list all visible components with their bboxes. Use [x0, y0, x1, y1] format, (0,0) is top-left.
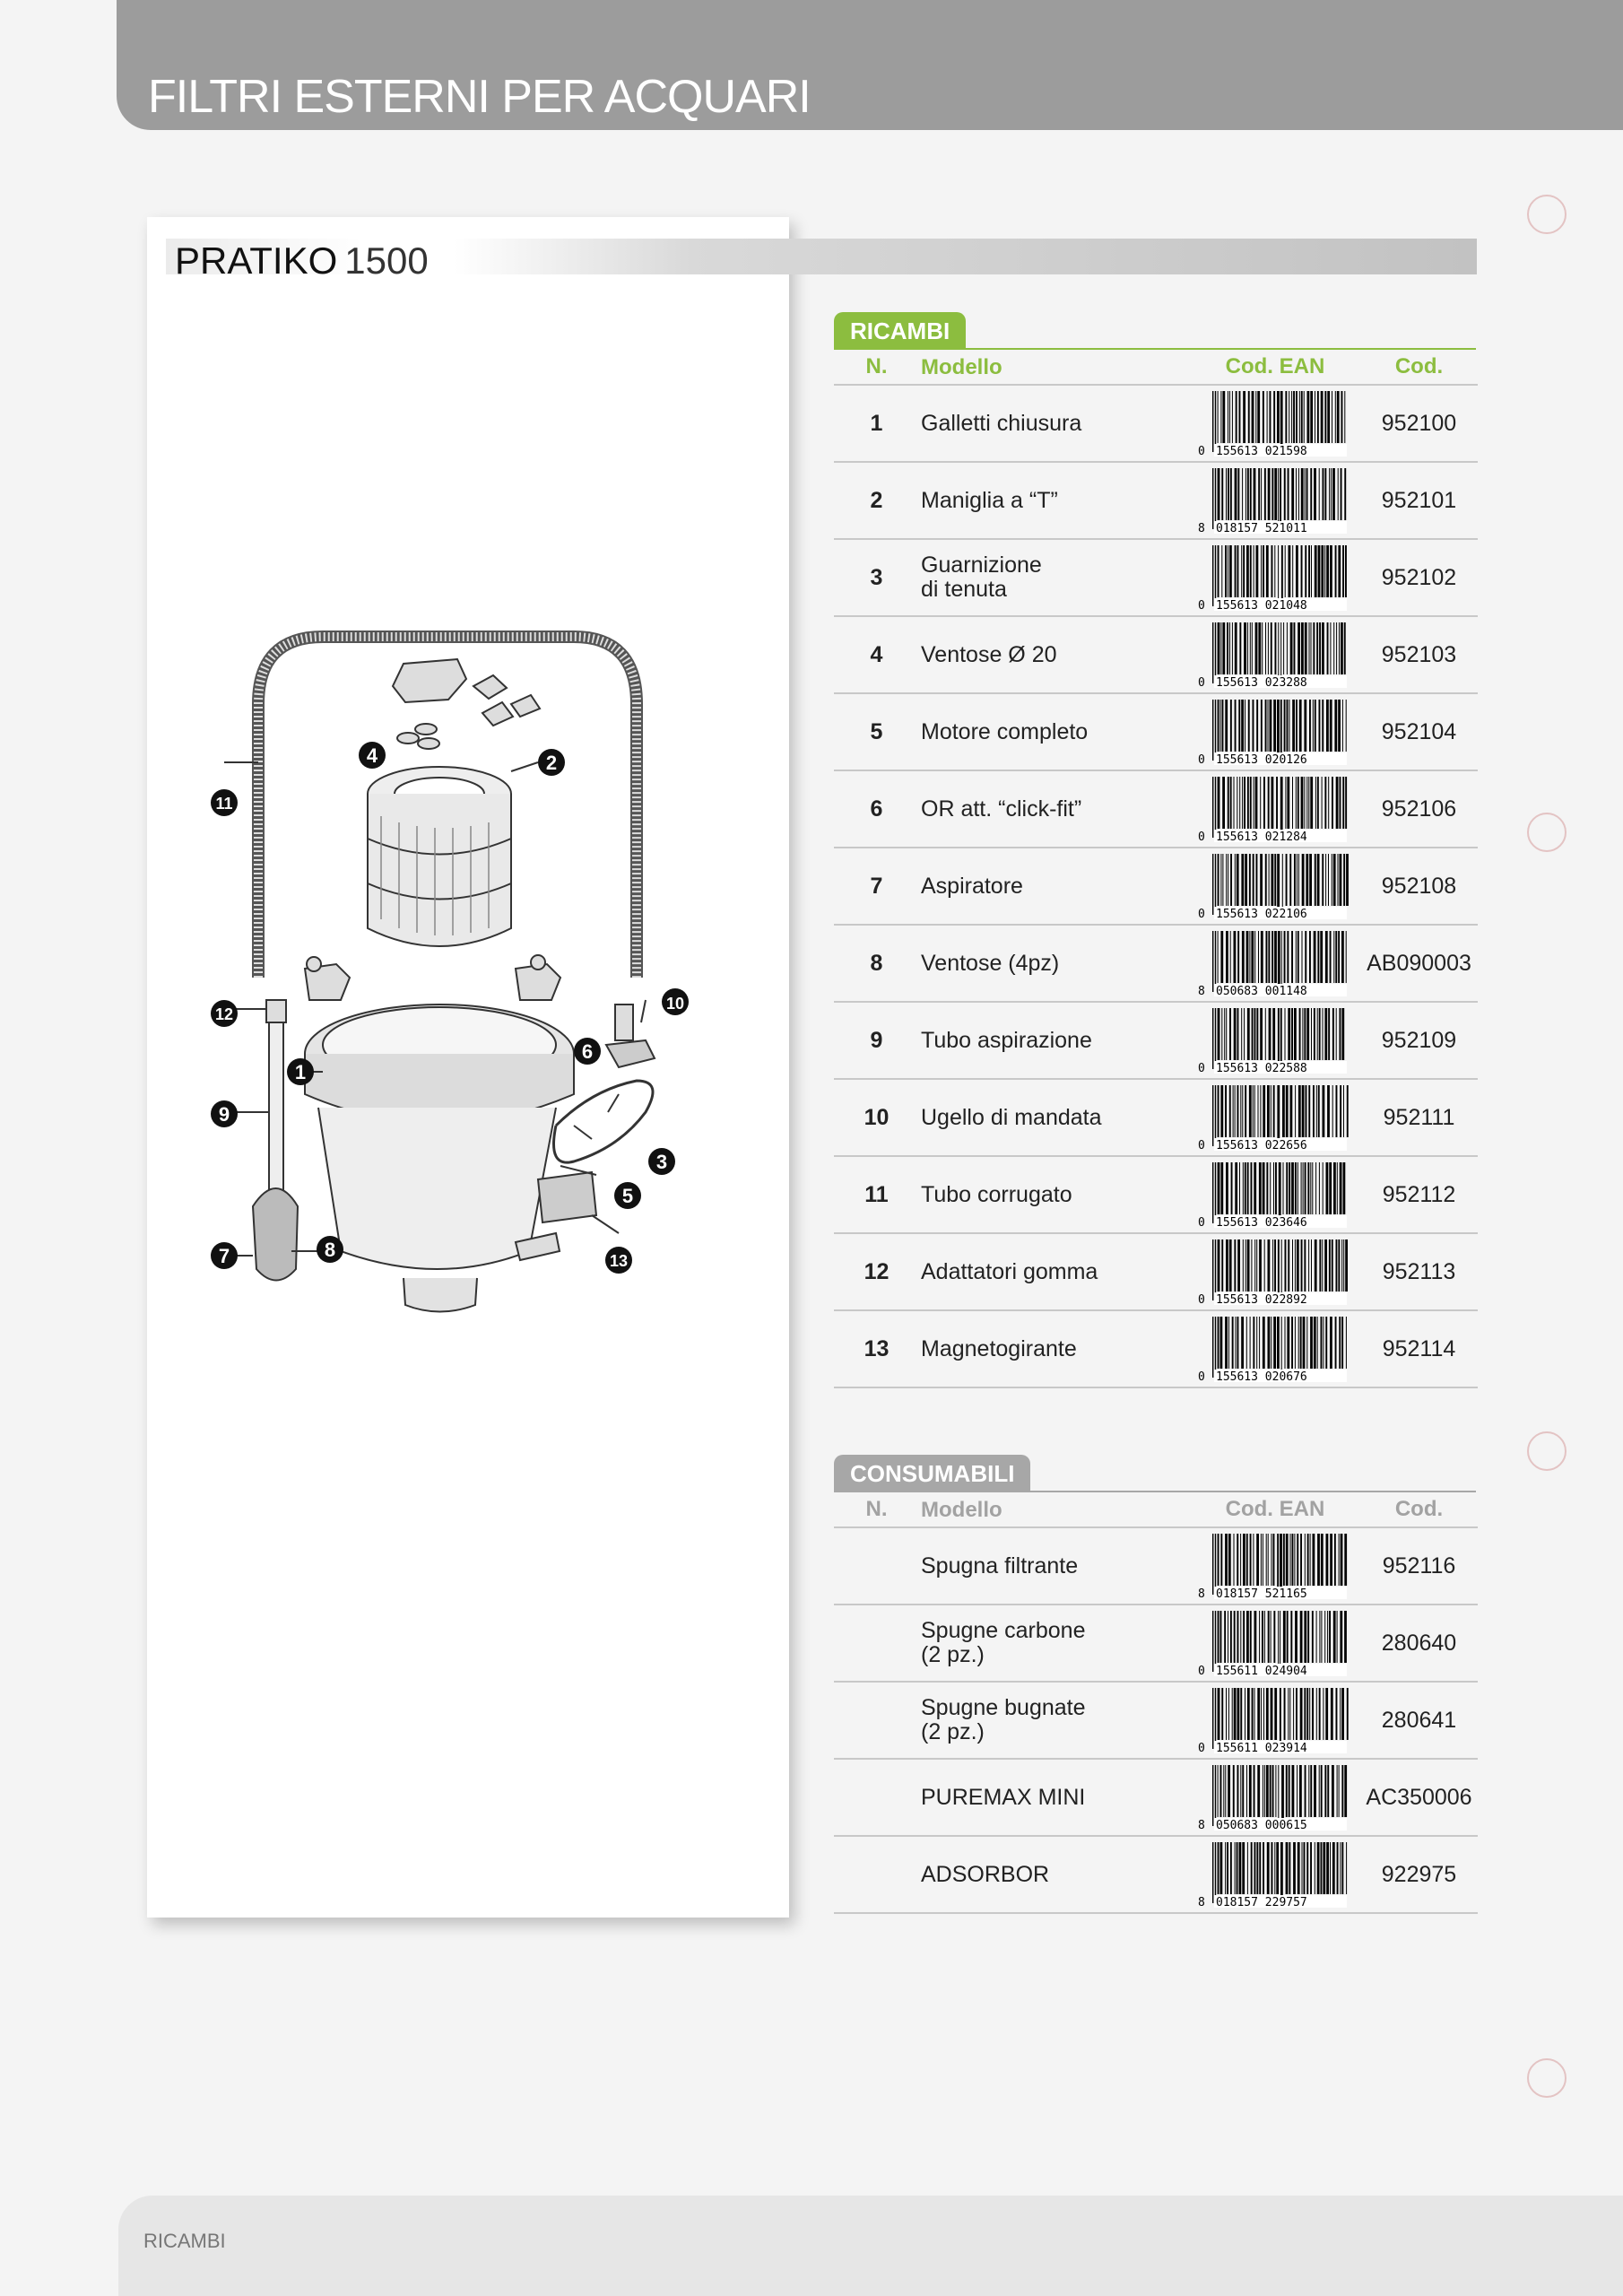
part-model: OR att. “click-fit” — [919, 770, 1190, 848]
callout-9 — [211, 1100, 238, 1127]
part-ean — [1190, 1233, 1360, 1310]
callout-4 — [359, 742, 386, 769]
part-model: Spugna filtrante — [919, 1527, 1190, 1605]
part-model: Motore completo — [919, 693, 1190, 770]
barcode — [1196, 1006, 1354, 1074]
barcode-digits: 155613 023646 — [1216, 1216, 1307, 1229]
part-number: 13 — [834, 1310, 919, 1387]
barcode-digits: 155613 022656 — [1216, 1139, 1307, 1152]
part-code: 952100 — [1360, 385, 1478, 462]
svg-text:5: 5 — [621, 1185, 634, 1207]
barcode-digits: 0 — [1198, 753, 1205, 766]
barcode-digits: 8 — [1198, 985, 1205, 997]
barcode — [1196, 389, 1354, 457]
barcode-digits: 8 — [1198, 1819, 1205, 1831]
barcode-digits: 0 — [1198, 1139, 1205, 1152]
part-code: AC350006 — [1360, 1759, 1478, 1836]
part-ean — [1190, 1605, 1360, 1682]
table-header-row — [834, 350, 1478, 385]
part-model: Galletti chiusura — [919, 385, 1190, 462]
part-number — [834, 1682, 919, 1759]
barcode-digits: 155613 020126 — [1216, 753, 1307, 766]
part-model: Spugne bugnate (2 pz.) — [919, 1682, 1190, 1759]
barcode — [1196, 1532, 1354, 1600]
table-row — [834, 848, 1478, 925]
part-model: Magnetogirante — [919, 1310, 1190, 1387]
svg-text:13: 13 — [609, 1252, 629, 1270]
part-ean — [1190, 1759, 1360, 1836]
table-row — [834, 462, 1478, 539]
part-code: 952109 — [1360, 1002, 1478, 1079]
binder-hole — [1527, 1431, 1567, 1471]
part-code: 952103 — [1360, 616, 1478, 693]
part-ean — [1190, 1682, 1360, 1759]
part-number — [834, 1759, 919, 1836]
callout-10 — [662, 988, 689, 1015]
part-model: Tubo corrugato — [919, 1156, 1190, 1233]
barcode — [1196, 1238, 1354, 1306]
binder-hole — [1527, 195, 1567, 234]
col-ean: Cod. EAN — [1190, 1492, 1360, 1527]
svg-text:6: 6 — [581, 1040, 594, 1063]
svg-text:8: 8 — [324, 1239, 336, 1261]
part-model: Ugello di mandata — [919, 1079, 1190, 1156]
svg-text:7: 7 — [218, 1245, 230, 1267]
barcode-digits: 155611 024904 — [1216, 1665, 1307, 1677]
barcode — [1196, 1840, 1354, 1909]
part-code: 952106 — [1360, 770, 1478, 848]
barcode — [1196, 852, 1354, 920]
barcode-digits: 0 — [1198, 1062, 1205, 1074]
barcode — [1196, 1763, 1354, 1831]
part-model: Ventose Ø 20 — [919, 616, 1190, 693]
ricambi-tab: RICAMBI — [834, 312, 966, 348]
part-code: AB090003 — [1360, 925, 1478, 1002]
barcode-digits: 050683 001148 — [1216, 985, 1307, 997]
part-ean — [1190, 616, 1360, 693]
barcode — [1196, 698, 1354, 766]
barcode-digits: 0 — [1198, 831, 1205, 843]
barcode — [1196, 1161, 1354, 1229]
barcode-digits: 155613 022892 — [1216, 1293, 1307, 1306]
barcode-digits: 0 — [1198, 1216, 1205, 1229]
table-row — [834, 1002, 1478, 1079]
product-title — [175, 239, 429, 283]
col-n: N. — [834, 1492, 919, 1527]
part-model: PUREMAX MINI — [919, 1759, 1190, 1836]
barcode-digits: 8 — [1198, 1896, 1205, 1909]
barcode-digits: 0 — [1198, 599, 1205, 612]
barcode-digits: 8 — [1198, 1587, 1205, 1600]
callout-8 — [317, 1236, 343, 1263]
callout-1 — [287, 1058, 314, 1085]
consumabili-table — [834, 1492, 1478, 1914]
part-ean — [1190, 462, 1360, 539]
barcode-digits: 0 — [1198, 1742, 1205, 1754]
barcode-digits: 0 — [1198, 1370, 1205, 1383]
barcode-digits: 155613 021598 — [1216, 445, 1307, 457]
barcode — [1196, 544, 1354, 612]
part-code: 280640 — [1360, 1605, 1478, 1682]
barcode-digits: 018157 521165 — [1216, 1587, 1307, 1600]
product-model: 1500 — [344, 239, 429, 282]
part-code: 952113 — [1360, 1233, 1478, 1310]
callout-13 — [605, 1247, 632, 1274]
part-model: Maniglia a “T” — [919, 462, 1190, 539]
part-code: 952101 — [1360, 462, 1478, 539]
barcode-digits: 155611 023914 — [1216, 1742, 1307, 1754]
barcode — [1196, 1083, 1354, 1152]
part-ean — [1190, 1002, 1360, 1079]
svg-text:4: 4 — [366, 744, 378, 767]
barcode-digits: 155613 021284 — [1216, 831, 1307, 843]
callout-11 — [211, 789, 238, 816]
table-row — [834, 1836, 1478, 1913]
col-modello: Modello — [919, 1492, 1190, 1527]
part-number: 1 — [834, 385, 919, 462]
part-ean — [1190, 925, 1360, 1002]
barcode-digits: 155613 022106 — [1216, 908, 1307, 920]
col-cod: Cod. — [1360, 1492, 1478, 1527]
barcode — [1196, 1686, 1354, 1754]
barcode-digits: 155613 020676 — [1216, 1370, 1307, 1383]
part-model: Guarnizione di tenuta — [919, 539, 1190, 616]
table-row — [834, 385, 1478, 462]
table-row — [834, 1682, 1478, 1759]
footer-bar — [118, 2196, 1623, 2296]
part-number: 10 — [834, 1079, 919, 1156]
part-number — [834, 1836, 919, 1913]
part-number: 12 — [834, 1233, 919, 1310]
header-bar — [117, 0, 1623, 130]
part-number: 7 — [834, 848, 919, 925]
part-number: 3 — [834, 539, 919, 616]
table-row — [834, 1527, 1478, 1605]
barcode-digits: 018157 521011 — [1216, 522, 1307, 535]
barcode-digits: 155613 021048 — [1216, 599, 1307, 612]
part-ean — [1190, 539, 1360, 616]
svg-text:3: 3 — [655, 1151, 668, 1173]
part-number: 11 — [834, 1156, 919, 1233]
table-row — [834, 925, 1478, 1002]
part-ean — [1190, 1836, 1360, 1913]
part-code: 922975 — [1360, 1836, 1478, 1913]
table-row — [834, 1156, 1478, 1233]
exploded-diagram — [197, 623, 762, 1341]
part-number: 5 — [834, 693, 919, 770]
table-row — [834, 693, 1478, 770]
binder-hole — [1527, 813, 1567, 852]
part-ean — [1190, 1527, 1360, 1605]
barcode-digits: 0 — [1198, 676, 1205, 689]
callout-7 — [211, 1242, 238, 1269]
callout-3 — [648, 1148, 675, 1175]
ricambi-table — [834, 350, 1478, 1388]
barcode — [1196, 621, 1354, 689]
col-modello: Modello — [919, 350, 1190, 385]
barcode-digits: 0 — [1198, 1293, 1205, 1306]
table-row — [834, 770, 1478, 848]
col-n: N. — [834, 350, 919, 385]
table-row — [834, 1233, 1478, 1310]
barcode-digits: 0 — [1198, 1665, 1205, 1677]
col-cod: Cod. — [1360, 350, 1478, 385]
part-ean — [1190, 1310, 1360, 1387]
part-code: 952111 — [1360, 1079, 1478, 1156]
part-number — [834, 1605, 919, 1682]
barcode-digits: 018157 229757 — [1216, 1896, 1307, 1909]
part-ean — [1190, 1156, 1360, 1233]
barcode-digits: 0 — [1198, 908, 1205, 920]
table-row — [834, 1079, 1478, 1156]
part-number: 9 — [834, 1002, 919, 1079]
binder-hole — [1527, 2058, 1567, 2098]
part-number — [834, 1527, 919, 1605]
callout-5 — [614, 1182, 641, 1209]
part-model: ADSORBOR — [919, 1836, 1190, 1913]
barcode — [1196, 929, 1354, 997]
part-ean — [1190, 385, 1360, 462]
part-code: 952114 — [1360, 1310, 1478, 1387]
footer-label: RICAMBI — [143, 2230, 226, 2252]
barcode — [1196, 466, 1354, 535]
barcode — [1196, 1609, 1354, 1677]
table-row — [834, 1605, 1478, 1682]
svg-text:2: 2 — [545, 752, 558, 774]
table-header-row — [834, 1492, 1478, 1527]
table-row — [834, 539, 1478, 616]
callout-2 — [538, 749, 565, 776]
part-model: Adattatori gomma — [919, 1233, 1190, 1310]
part-code: 952112 — [1360, 1156, 1478, 1233]
part-number: 2 — [834, 462, 919, 539]
part-code: 952116 — [1360, 1527, 1478, 1605]
part-number: 6 — [834, 770, 919, 848]
svg-text:9: 9 — [218, 1103, 230, 1126]
part-model: Ventose (4pz) — [919, 925, 1190, 1002]
table-row — [834, 616, 1478, 693]
part-number: 8 — [834, 925, 919, 1002]
col-ean: Cod. EAN — [1190, 350, 1360, 385]
part-model: Spugne carbone (2 pz.) — [919, 1605, 1190, 1682]
barcode-digits: 0 — [1198, 445, 1205, 457]
part-ean — [1190, 848, 1360, 925]
part-number: 4 — [834, 616, 919, 693]
callout-6 — [574, 1038, 601, 1065]
barcode — [1196, 1315, 1354, 1383]
part-code: 280641 — [1360, 1682, 1478, 1759]
part-ean — [1190, 770, 1360, 848]
part-ean — [1190, 1079, 1360, 1156]
part-model: Tubo aspirazione — [919, 1002, 1190, 1079]
part-model: Aspiratore — [919, 848, 1190, 925]
part-ean — [1190, 693, 1360, 770]
callout-12 — [211, 1000, 238, 1027]
product-title-bar — [166, 239, 1477, 282]
barcode-digits: 155613 023288 — [1216, 676, 1307, 689]
svg-text:12: 12 — [214, 1005, 234, 1023]
barcode-digits: 050683 000615 — [1216, 1819, 1307, 1831]
table-row — [834, 1759, 1478, 1836]
svg-text:10: 10 — [665, 995, 685, 1013]
table-row — [834, 1310, 1478, 1387]
barcode — [1196, 775, 1354, 843]
barcode-digits: 155613 022588 — [1216, 1062, 1307, 1074]
consumabili-tab: CONSUMABILI — [834, 1455, 1030, 1491]
svg-text:11: 11 — [215, 795, 233, 813]
part-code: 952102 — [1360, 539, 1478, 616]
barcode-digits: 8 — [1198, 522, 1205, 535]
part-code: 952104 — [1360, 693, 1478, 770]
svg-text:1: 1 — [294, 1061, 307, 1083]
product-name: PRATIKO — [175, 239, 338, 282]
part-code: 952108 — [1360, 848, 1478, 925]
page-title: FILTRI ESTERNI PER ACQUARI — [148, 71, 811, 123]
